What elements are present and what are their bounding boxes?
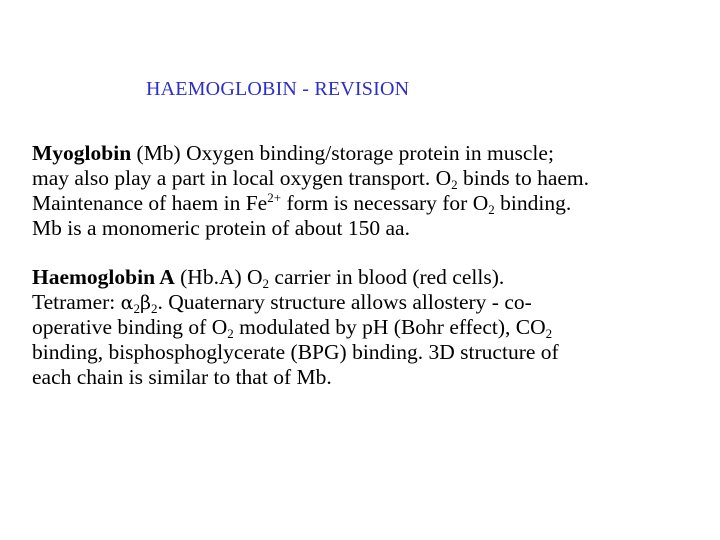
haemoglobin-line-5 (32, 365, 559, 390)
haemoglobin-text-3b: modulated by pH (Bohr effect), CO (233, 315, 546, 339)
myoglobin-text-2a: may also play a part in local oxygen transport. O (32, 166, 452, 190)
haemoglobin-text-4: binding, bisphosphoglycerate (BPG) binding. 3D structure of (32, 340, 559, 364)
beta-subscript: 2 (150, 301, 158, 316)
haemoglobin-line-4 (32, 340, 559, 365)
myoglobin-line-1 (32, 141, 589, 166)
haemoglobin-text-2a: Tetramer: (32, 290, 121, 314)
haemoglobin-text-1b: carrier in blood (red cells). (269, 265, 505, 289)
o2-subscript: 2 (227, 326, 234, 341)
o2-subscript: 2 (451, 177, 458, 192)
myoglobin-line-2 (32, 166, 589, 191)
o2-subscript: 2 (262, 276, 270, 291)
myoglobin-text-1: Oxygen binding/storage protein in muscle; (180, 141, 554, 165)
myoglobin-text-2b: binds to haem. (457, 166, 590, 190)
o2-subscript: 2 (488, 202, 495, 217)
haemoglobin-line-2 (32, 290, 559, 315)
fe-superscript: 2+ (267, 190, 282, 205)
myoglobin-line-4 (32, 216, 589, 241)
beta-symbol: β (139, 292, 151, 314)
myoglobin-text-3b: form is necessary for O (281, 191, 489, 215)
co2-subscript: 2 (545, 326, 553, 341)
haemoglobin-text-3a: operative binding of O (32, 315, 228, 339)
myoglobin-paragraph (32, 141, 589, 241)
myoglobin-text-4: Mb is a monomeric protein of about 150 aa. (32, 216, 410, 240)
haemoglobin-abbrev: (Hb.A) (174, 265, 242, 289)
page-title: HAEMOGLOBIN - REVISION (146, 78, 410, 100)
haemoglobin-text-1a: O (241, 265, 263, 289)
myoglobin-text-3c: binding. (494, 191, 572, 215)
myoglobin-text-3a: Maintenance of haem in Fe (32, 191, 268, 215)
haemoglobin-text-2b: . Quaternary structure allows allostery - co- (157, 290, 532, 314)
haemoglobin-text-5: each chain is similar to that of Mb. (32, 365, 332, 389)
haemoglobin-line-1 (32, 265, 559, 290)
haemoglobin-line-3 (32, 315, 559, 340)
haemoglobin-term: Haemoglobin A (32, 265, 175, 289)
alpha-subscript: 2 (133, 301, 140, 316)
alpha-symbol: α (120, 292, 134, 314)
haemoglobin-paragraph (32, 265, 559, 390)
myoglobin-abbrev: (Mb) (131, 141, 181, 165)
myoglobin-line-3 (32, 191, 589, 216)
myoglobin-term: Myoglobin (32, 141, 132, 165)
